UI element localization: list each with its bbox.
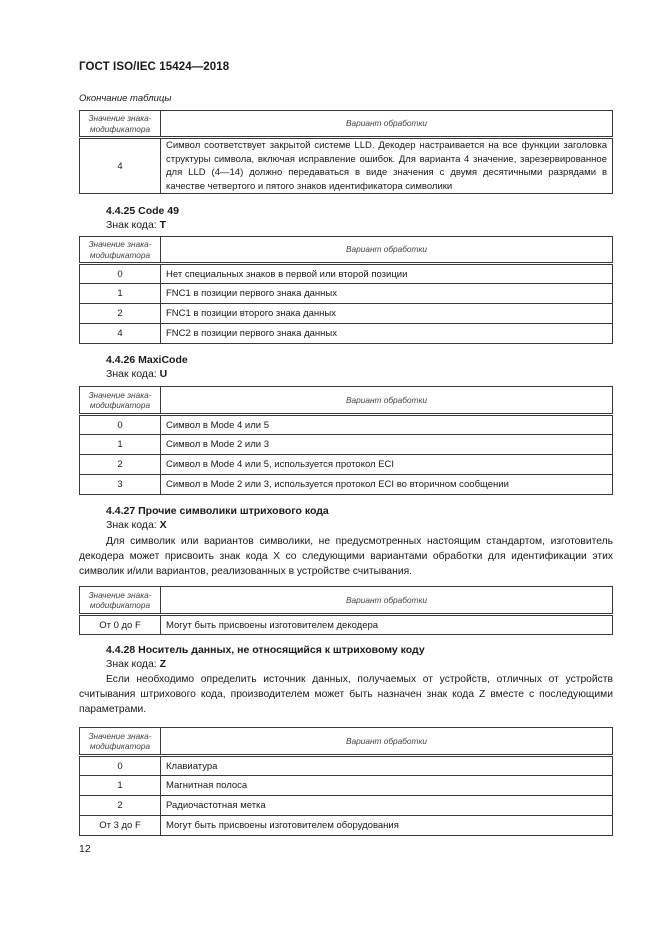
table-code49 [79, 236, 613, 344]
table-non-barcode-carrier [79, 727, 613, 836]
variant-cell: FNC2 в позиции первого знака данных [161, 324, 613, 344]
variant-cell: FNC1 в позиции второго знака данных [161, 304, 613, 324]
code-sign-4427: Знак кода: X [106, 519, 167, 531]
modifier-cell: От 0 до F [80, 615, 161, 635]
table-row [80, 415, 613, 435]
table-row [80, 304, 613, 324]
modifier-cell: 4 [80, 138, 161, 194]
table-row [80, 756, 613, 776]
table-row [80, 138, 613, 194]
code-sign-4428: Знак кода: Z [106, 658, 167, 670]
table-row [80, 435, 613, 455]
code-sign-4426: Знак кода: U [106, 368, 168, 380]
table-row [80, 324, 613, 344]
table-row [80, 284, 613, 304]
modifier-cell: 1 [80, 776, 161, 796]
variant-cell: FNC1 в позиции первого знака данных [161, 284, 613, 304]
table-row [80, 475, 613, 495]
col-header-variant: Вариант обработки [161, 587, 613, 615]
table-row [80, 796, 613, 816]
col-header-modifier: Значение знака-модификатора [80, 111, 161, 138]
modifier-cell: 0 [80, 264, 161, 284]
variant-cell: Символ в Mode 4 или 5 [161, 415, 613, 435]
col-header-variant: Вариант обработки [161, 237, 613, 264]
col-header-modifier: Значение знака-модификатора [80, 387, 161, 415]
table-row [80, 776, 613, 796]
table-row [80, 615, 613, 635]
paragraph-4427: Для символик или вариантов символики, не предусмотренных настоящим стандартом, изготовитель декодера может присвоить знак кода X со следующими вариантами обработки для идентификации этих символик и/или вариантов, реализованных в устройстве считывания. [79, 536, 613, 577]
table-previous-end [79, 110, 613, 194]
modifier-cell: 2 [80, 455, 161, 475]
col-header-modifier: Значение знака-модификатора [80, 728, 161, 756]
variant-cell: Нет специальных знаков в первой или второй позиции [161, 264, 613, 284]
page-number: 12 [79, 843, 91, 855]
table-row [80, 455, 613, 475]
col-header-modifier: Значение знака-модификатора [80, 237, 161, 264]
variant-cell: Радиочастотная метка [161, 796, 613, 816]
modifier-cell: 0 [80, 415, 161, 435]
table-continuation-note: Окончание таблицы [79, 93, 172, 104]
section-heading-4428: 4.4.28 Носитель данных, не относящийся к штриховому коду [106, 644, 425, 656]
modifier-cell: 3 [80, 475, 161, 495]
variant-cell: Символ в Mode 2 или 3, используется протокол ECI во вторичном сообщении [161, 475, 613, 495]
variant-cell: Магнитная полоса [161, 776, 613, 796]
code-sign-4425: Знак кода: T [106, 219, 167, 231]
document-header: ГОСТ ISO/IEC 15424—2018 [79, 61, 230, 73]
variant-cell: Могут быть присвоены изготовителем декодера [161, 615, 613, 635]
modifier-cell: 4 [80, 324, 161, 344]
modifier-cell: 1 [80, 284, 161, 304]
modifier-cell: 1 [80, 435, 161, 455]
variant-cell: Клавиатура [161, 756, 613, 776]
paragraph-4428: Если необходимо определить источник данных, получаемых от устройств, отличных от устройств считывания штрихового кода, производителем может быть назначен знак кода Z вместе с последующими параметрами. [79, 674, 613, 715]
variant-cell: Символ в Mode 4 или 5, используется протокол ECI [161, 455, 613, 475]
variant-cell: Могут быть присвоены изготовителем оборудования [161, 816, 613, 836]
col-header-variant: Вариант обработки [161, 387, 613, 415]
table-other-symbologies [79, 586, 613, 635]
variant-cell: Символ соответствует закрытой системе LLD. Декодер настраивается на все функции заголовка структуры символа, включая исправление ошибок. Для варианта 4 значение, зарезервированное для LLD (4—14) должно передаваться в виде значения с двумя десятичными разрядами в качестве четвертого и пятого знаков идентификатора символики [161, 138, 613, 194]
modifier-cell: 2 [80, 796, 161, 816]
modifier-cell: От 3 до F [80, 816, 161, 836]
table-row [80, 816, 613, 836]
col-header-variant: Вариант обработки [161, 111, 613, 138]
col-header-modifier: Значение знака-модификатора [80, 587, 161, 615]
section-heading-4426: 4.4.26 MaxiCode [106, 354, 188, 366]
modifier-cell: 2 [80, 304, 161, 324]
section-heading-4425: 4.4.25 Code 49 [106, 205, 179, 217]
table-maxicode [79, 386, 613, 495]
col-header-variant: Вариант обработки [161, 728, 613, 756]
section-heading-4427: 4.4.27 Прочие символики штрихового кода [106, 505, 329, 517]
table-row [80, 264, 613, 284]
variant-cell: Символ в Mode 2 или 3 [161, 435, 613, 455]
modifier-cell: 0 [80, 756, 161, 776]
